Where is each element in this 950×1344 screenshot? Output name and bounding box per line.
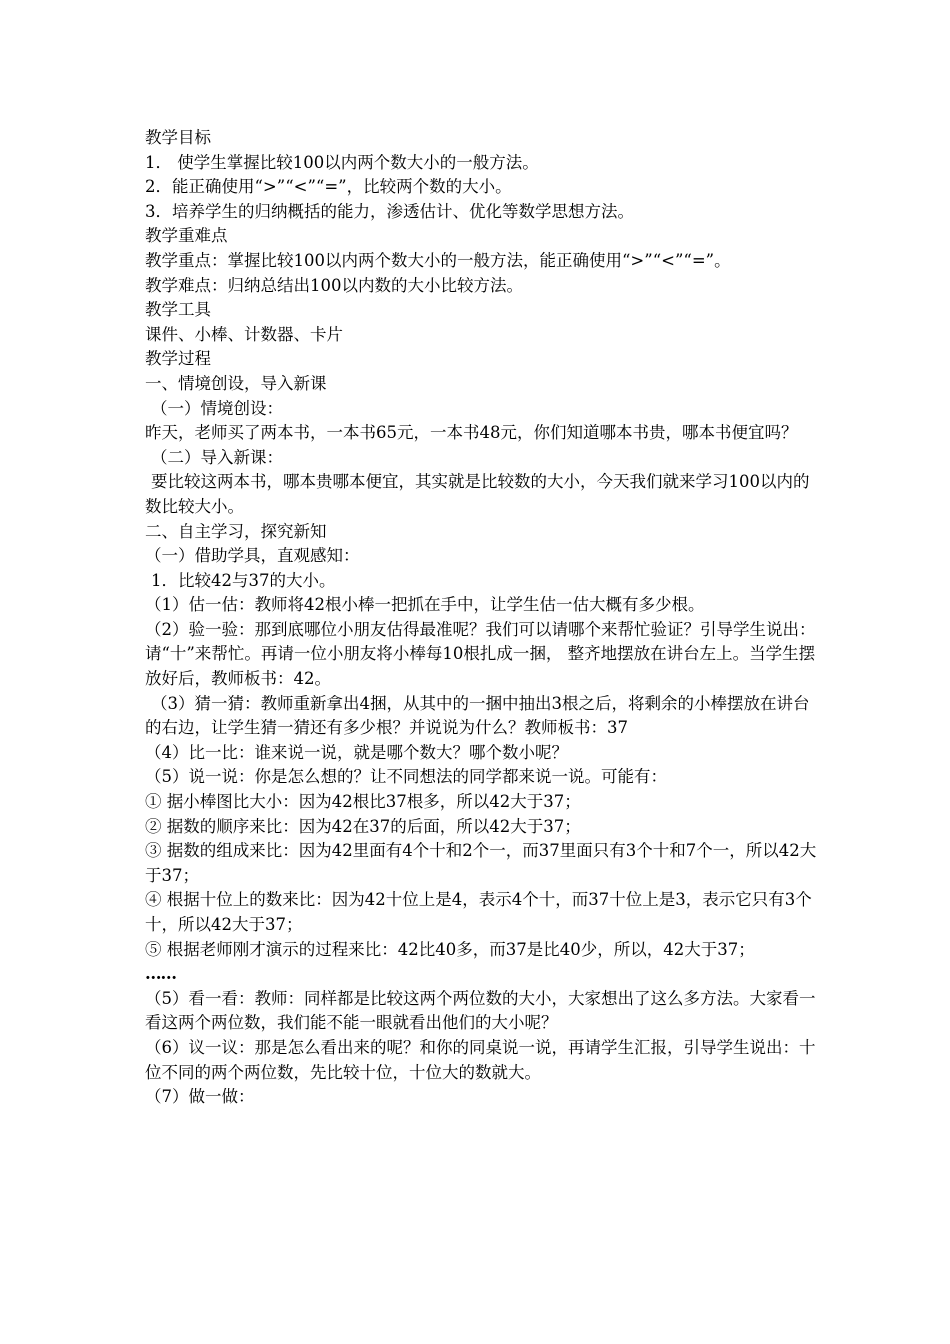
step-do: （7）做一做：: [145, 1087, 255, 1107]
step-guess: （3）猜一猜：教师重新拿出4捆，从其中的一捆中抽出3根之后，将剩余的小棒摆放在讲台的右边，让学生猜一猜还有多少根？并说说为什么？教师板书：37: [145, 693, 810, 738]
goal-item-3: 3．培养学生的归纳概括的能力，渗透估计、优化等数学思想方法。: [145, 201, 634, 221]
step-look: （5）看一看：教师：同样都是比较这两个两位数的大小，大家想出了这么多方法。大家看一看这两个两位数，我们能不能一眼就看出他们的大小呢？: [145, 988, 816, 1033]
key-point-text: 教学重点：掌握比较100以内两个数大小的一般方法，能正确使用“>”“<”“=”。: [145, 250, 731, 270]
heading-key-difficult-points: 教学重难点: [145, 226, 228, 246]
teaching-tools-text: 课件、小棒、计数器、卡片: [145, 324, 343, 344]
heading-teaching-process: 教学过程: [145, 349, 211, 369]
method-2: ② 据数的顺序来比：因为42在37的后面，所以42大于37；: [145, 816, 581, 836]
method-3: ③ 据数的组成来比：因为42里面有4个十和2个一，而37里面只有3个十和7个一，所以42大于37；: [145, 841, 817, 885]
subsection-2-1-heading: （一）借助学具，直观感知：: [145, 546, 360, 566]
subsection-1-2-heading: （二）导入新课：: [151, 447, 283, 467]
method-1: ① 据小棒图比大小：因为42根比37根多，所以42大于37；: [145, 792, 581, 812]
method-5: ⑤ 根据老师刚才演示的过程来比：42比40多，而37是比40少，所以，42大于37；: [145, 939, 755, 959]
step-estimate: （1）估一估：教师将42根小棒一把抓在手中，让学生估一估大概有多少根。: [145, 595, 705, 615]
goal-item-2: 2．能正确使用“>”“<”“=”，比较两个数的大小。: [145, 177, 512, 197]
section-1-heading: 一、情境创设，导入新课: [145, 373, 327, 393]
step-explain: （5）说一说：你是怎么想的？让不同想法的同学都来说一说。可能有：: [145, 767, 667, 787]
scenario-paragraph: 昨天，老师买了两本书，一本书65元，一本书48元，你们知道哪本书贵，哪本书便宜吗？: [145, 423, 798, 443]
subsection-1-1-heading: （一）情境创设：: [151, 398, 283, 418]
intro-paragraph: 要比较这两本书，哪本贵哪本便宜，其实就是比较数的大小，今天我们就来学习100以内的数比较大小。: [145, 472, 810, 516]
method-4: ④ 根据十位上的数来比：因为42十位上是4，表示4个十，而37十位上是3，表示它只有3个十，所以42大于37；: [145, 890, 812, 934]
step-compare: （4）比一比：谁来说一说，就是哪个数大？哪个数小呢？: [145, 742, 568, 762]
difficult-point-text: 教学难点：归纳总结出100以内数的大小比较方法。: [145, 275, 523, 295]
heading-teaching-goals: 教学目标: [145, 128, 211, 147]
ellipsis: ……: [145, 964, 176, 984]
step-verify: （2）验一验：那到底哪位小朋友估得最准呢？我们可以请哪个来帮忙验证？引导学生说出：请“十”来帮忙。再请一位小朋友将小棒每10根扎成一捆， 整齐地摆放在讲台左上。当学生摆放好后，教师板书：42。: [145, 619, 816, 689]
compare-42-37-heading: 1．比较42与37的大小。: [151, 570, 336, 590]
document-body: [145, 126, 825, 1110]
section-2-heading: 二、自主学习，探究新知: [145, 521, 327, 541]
goal-item-1: 1． 使学生掌握比较100以内两个数大小的一般方法。: [145, 152, 539, 172]
heading-teaching-tools: 教学工具: [145, 300, 211, 320]
step-discuss: （6）议一议：那是怎么看出来的呢？和你的同桌说一说，再请学生汇报，引导学生说出：十位不同的两个两位数，先比较十位，十位大的数就大。: [145, 1037, 816, 1082]
